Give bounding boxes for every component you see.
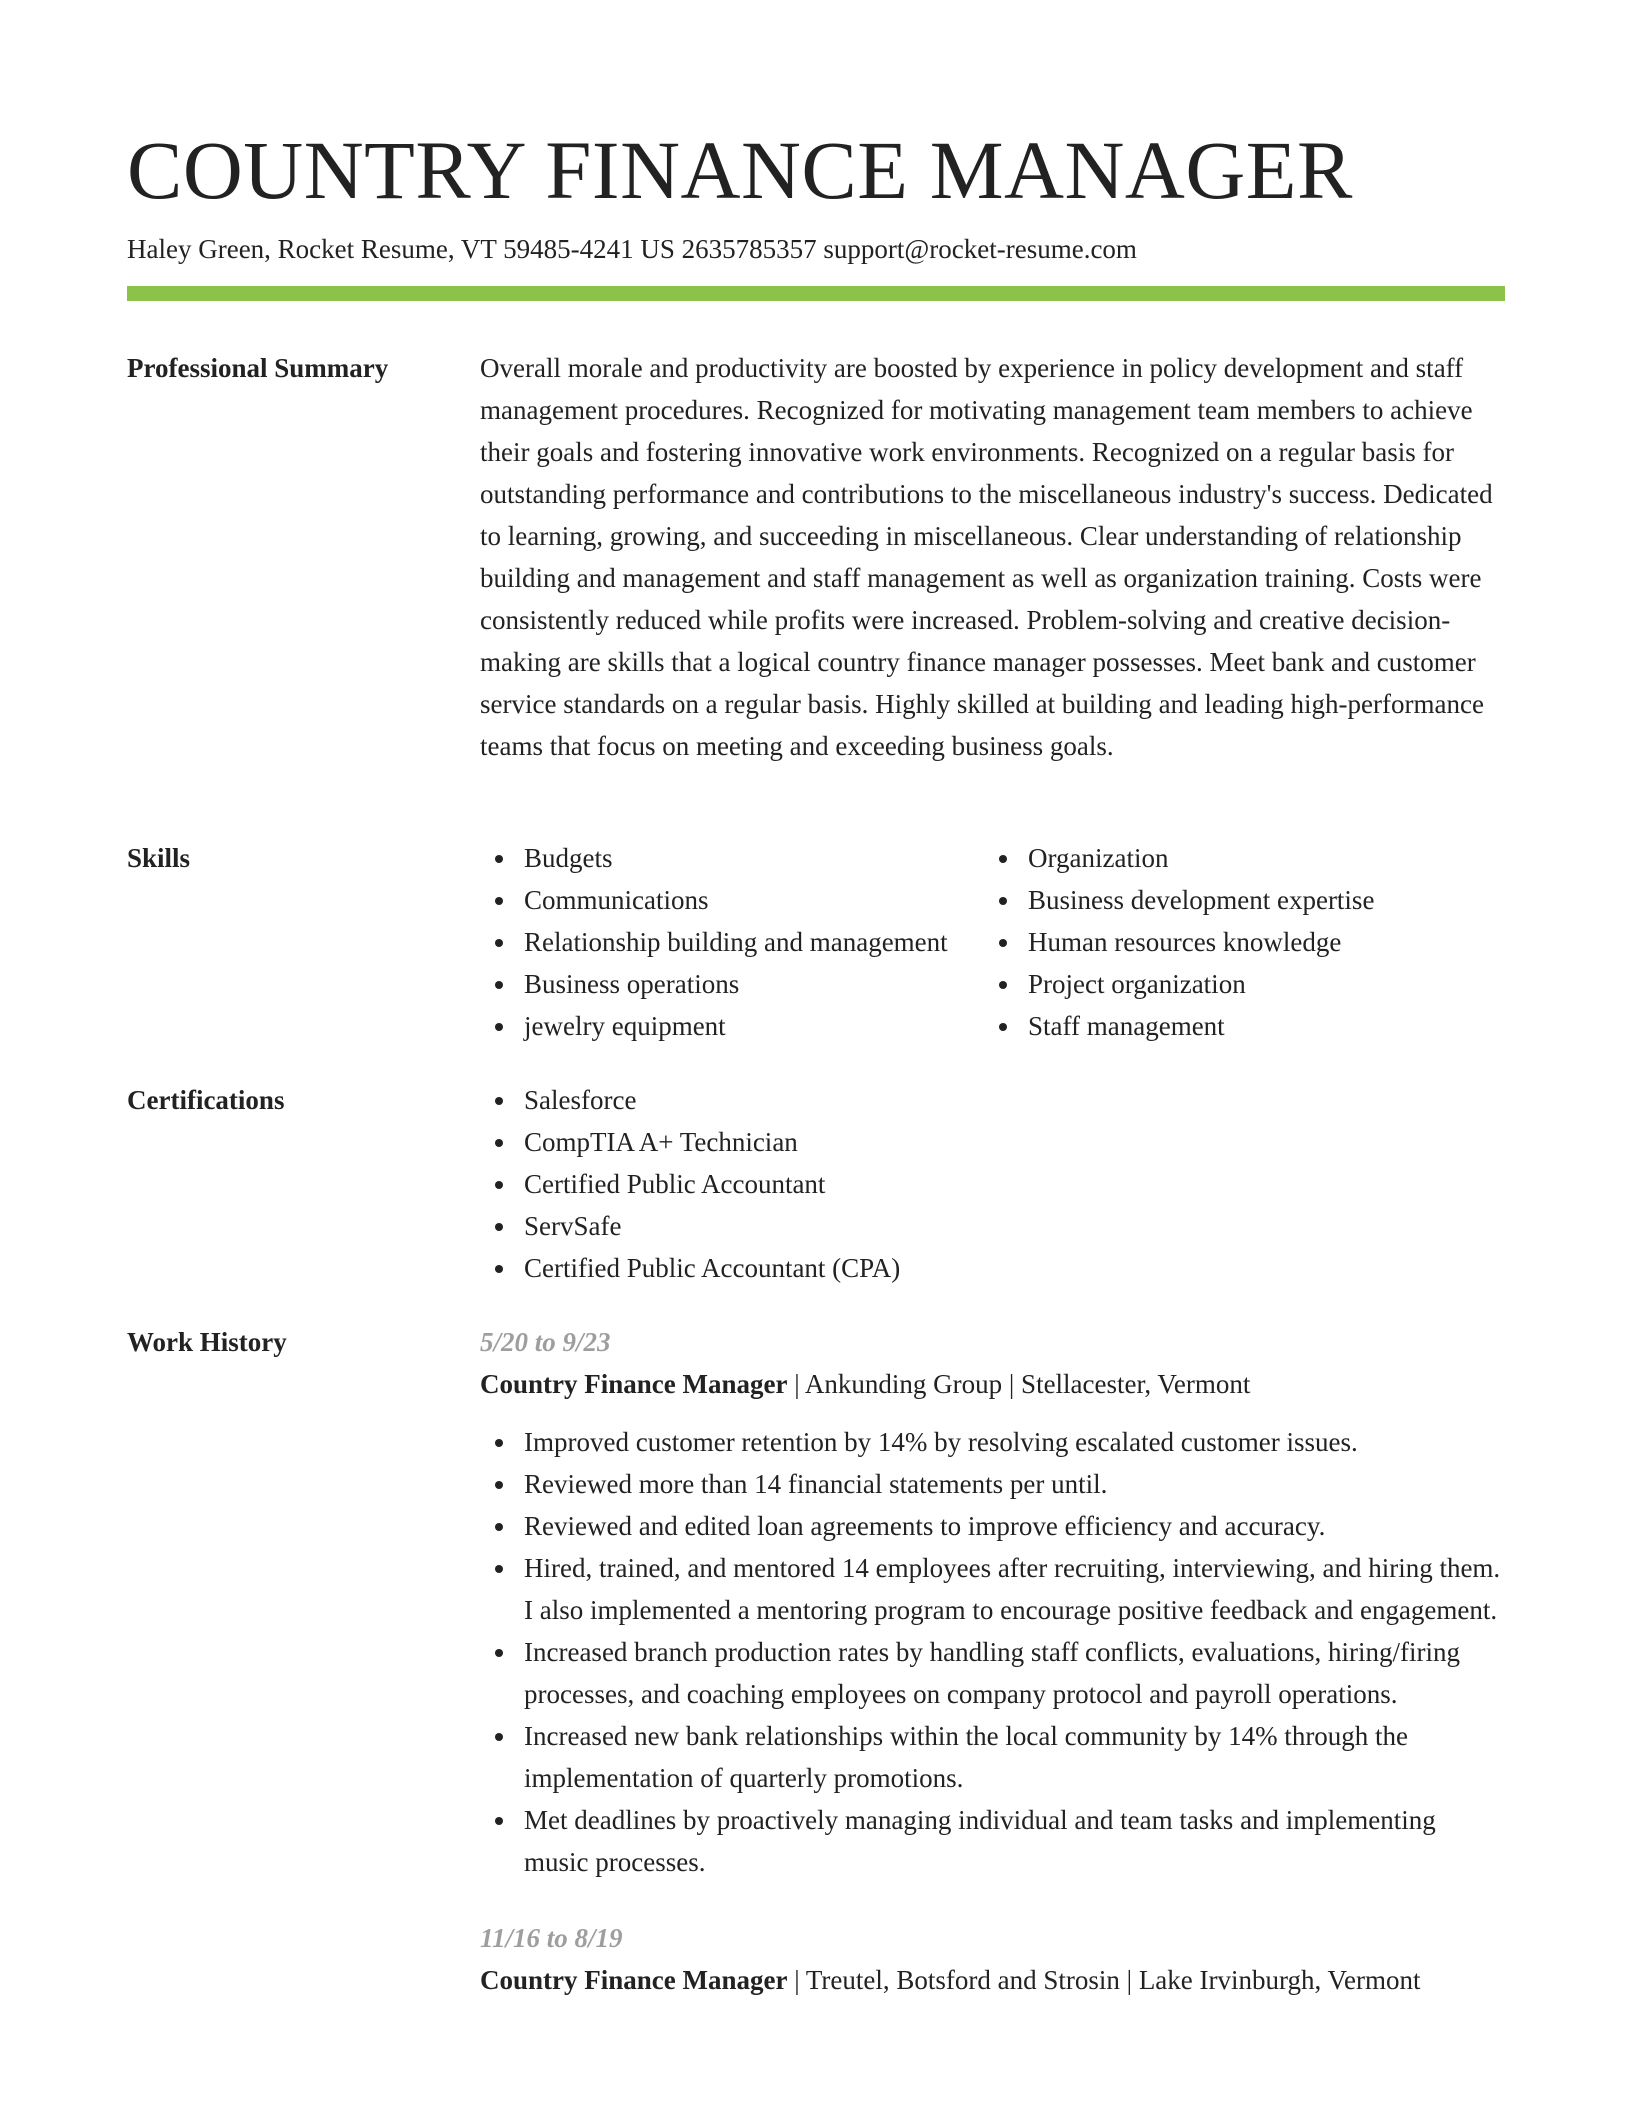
job-title-line: [480, 1959, 1505, 2001]
contact-line: Haley Green, Rocket Resume, VT 59485-4241 US 2635785357 support@rocket-resume.com: [127, 234, 1137, 264]
section-label-work-history: Work History: [127, 1327, 287, 1357]
job-title: Country Finance Manager: [480, 1965, 788, 1995]
job-separator: |: [1002, 1369, 1022, 1399]
job-title-line: [480, 1363, 1505, 1405]
job-duty-item: Improved customer retention by 14% by resolving escalated customer issues.: [480, 1421, 1505, 1463]
skills-list-right: [984, 837, 1488, 1047]
job-duty-item: Increased branch production rates by handling staff conflicts, evaluations, hiring/firing processes, and coaching employees on company protocol and payroll operations.: [480, 1631, 1505, 1715]
job-separator: |: [787, 1369, 805, 1399]
skill-item: Relationship building and management: [480, 921, 984, 963]
job-dates: 11/16 to 8/19: [480, 1923, 623, 1953]
certification-item: ServSafe: [480, 1205, 1505, 1247]
skills-column-right: [984, 837, 1488, 1047]
skill-item: Business operations: [480, 963, 984, 1005]
skill-item: jewelry equipment: [480, 1005, 984, 1047]
job-duty-item: Increased new bank relationships within the local community by 14% through the implementation of quarterly promotions.: [480, 1715, 1505, 1799]
skill-item: Communications: [480, 879, 984, 921]
job-duty-item: Reviewed more than 14 financial statements per until.: [480, 1463, 1505, 1505]
job-separator: |: [787, 1965, 806, 1995]
skill-item: Staff management: [984, 1005, 1488, 1047]
job-entry: [480, 1321, 1505, 1883]
job-duty-item: Hired, trained, and mentored 14 employees after recruiting, interviewing, and hiring them. I also implemented a mentoring program to encourage positive feedback and engagement.: [480, 1547, 1505, 1631]
job-duty-item: Met deadlines by proactively managing individual and team tasks and implementing music processes.: [480, 1799, 1505, 1883]
skill-item: Business development expertise: [984, 879, 1488, 921]
section-label-skills: Skills: [127, 843, 191, 873]
skill-item: Project organization: [984, 963, 1488, 1005]
skill-item: Organization: [984, 837, 1488, 879]
section-label-certifications: Certifications: [127, 1085, 285, 1115]
job-title: Country Finance Manager: [480, 1369, 788, 1399]
certifications-body: [480, 1079, 1505, 1289]
certification-item: CompTIA A+ Technician: [480, 1121, 1505, 1163]
certifications-list: [480, 1079, 1505, 1289]
job-duties-list: [480, 1421, 1505, 1883]
skills-column-left: [480, 837, 984, 1047]
skills-list-left: [480, 837, 984, 1047]
summary-body: [480, 347, 1505, 767]
job-separator: |: [1119, 1965, 1139, 1995]
job-duty-item: Reviewed and edited loan agreements to improve efficiency and accuracy.: [480, 1505, 1505, 1547]
skill-item: Human resources knowledge: [984, 921, 1488, 963]
header-divider: [127, 286, 1505, 301]
job-entry: [480, 1917, 1505, 2001]
skills-grid: [480, 837, 1505, 1047]
job-dates: 5/20 to 9/23: [480, 1327, 611, 1357]
section-label-summary: Professional Summary: [127, 353, 389, 383]
resume-title: COUNTRY FINANCE MANAGER: [127, 124, 1353, 216]
skill-item: Budgets: [480, 837, 984, 879]
job-company: Treutel, Botsford and Strosin: [805, 1965, 1120, 1995]
certification-item: Certified Public Accountant: [480, 1163, 1505, 1205]
job-location: Stellacester, Vermont: [1021, 1369, 1251, 1399]
work-history-body: [480, 1321, 1505, 2035]
job-location: Lake Irvinburgh, Vermont: [1138, 1965, 1421, 1995]
summary-text: Overall morale and productivity are boosted by experience in policy development and staff management procedures. Recognized for motivating management team members to achieve their goals and fostering innovative work environments. Recognized on a regular basis for outstanding performance and contributions to the miscellaneous industry's success. Dedicated to learning, growing, and succeeding in miscellaneous. Clear understanding of relationship building and management and staff management as well as organization training. Costs were consistently reduced while profits were increased. Problem-solving and creative decision-making are skills that a logical country finance manager possesses. Meet bank and customer service standards on a regular basis. Highly skilled at building and leading high-performance teams that focus on meeting and exceeding business goals.: [480, 353, 1493, 761]
certification-item: Certified Public Accountant (CPA): [480, 1247, 1505, 1289]
job-company: Ankunding Group: [804, 1369, 1003, 1399]
skills-body: [480, 837, 1505, 1047]
certification-item: Salesforce: [480, 1079, 1505, 1121]
